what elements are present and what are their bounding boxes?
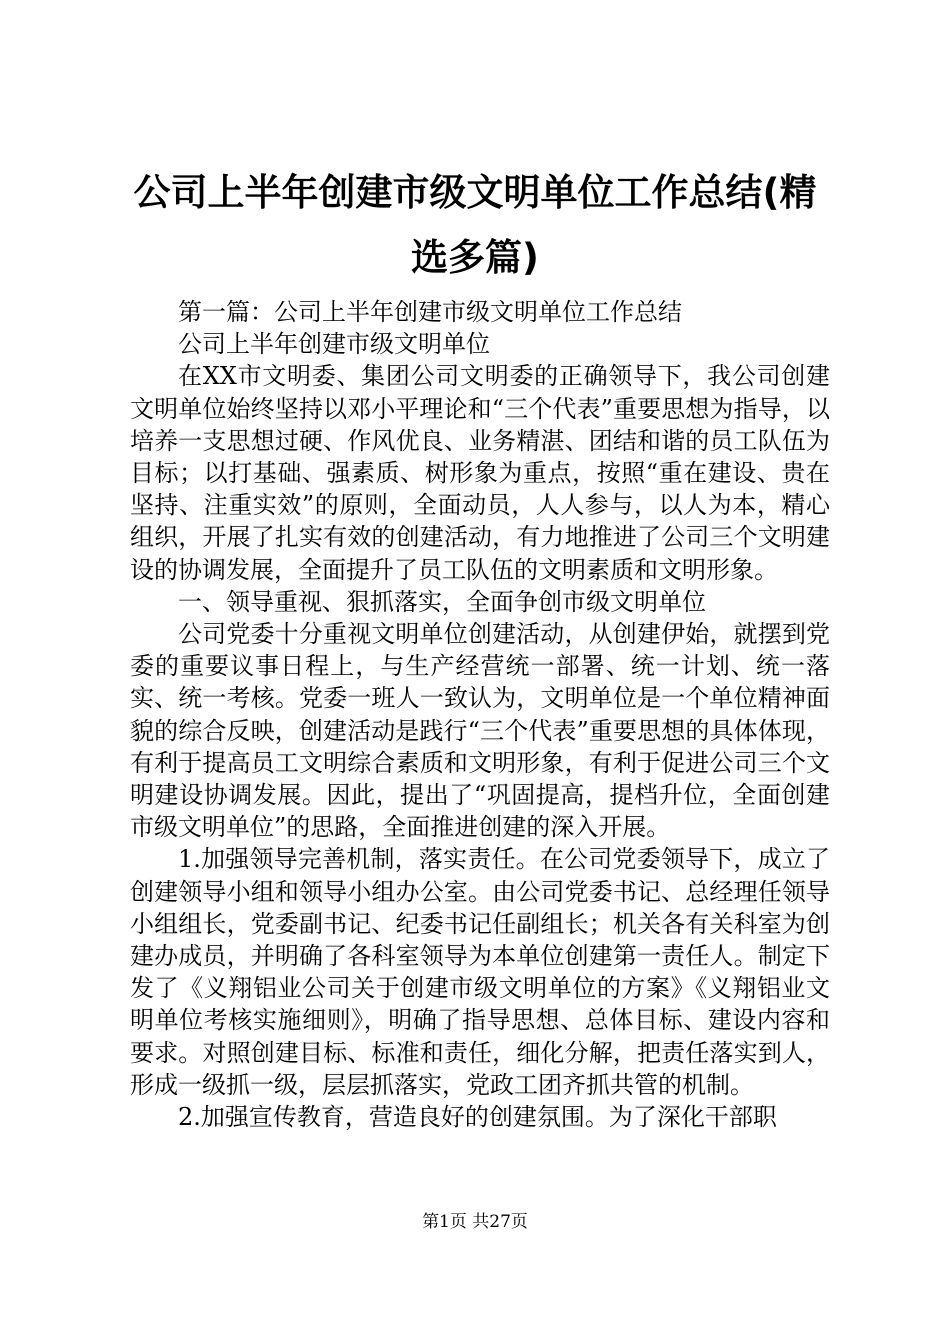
- body-paragraph: 2.加强宣传教育，营造良好的创建氛围。为了深化干部职: [178, 1103, 777, 1132]
- page-footer: 第1页 共27页: [422, 1212, 528, 1232]
- document-body: [130, 296, 830, 1133]
- subtitle-line: 公司上半年创建市级文明单位: [178, 330, 490, 359]
- body-paragraph: 在XX市文明委、集团公司文明委的正确领导下，我公司创建文明单位始终坚持以邓小平理论和“三个代表”重要思想为指导，以培养一支思想过硬、作风优良、业务精湛、团结和谐的员工队伍为目标；以打基础、强素质、树形象为重点，按照“重在建设、贵在坚持、注重实效”的原则，全面动员，人人参与，以人为本，精心组织，开展了扎实有效的创建活动，有力地推进了公司三个文明建设的协调发展，全面提升了员工队伍的文明素质和文明形象。: [130, 362, 830, 584]
- body-paragraph: 1.加强领导完善机制，落实责任。在公司党委领导下，成立了创建领导小组和领导小组办公室。由公司党委书记、总经理任领导小组组长，党委副书记、纪委书记任副组长；机关各有关科室为创建办成员，并明确了各科室领导为本单位创建第一责任人。制定下发了《义翔铝业公司关于创建市级文明单位的方案》《义翔铝业文明单位考核实施细则》，明确了指导思想、总体目标、建设内容和要求。对照创建目标、标准和责任，细化分解，把责任落实到人，形成一级抓一级，层层抓落实，党政工团齐抓共管的机制。: [130, 845, 830, 1099]
- section-heading: 第一篇：公司上半年创建市级文明单位工作总结: [178, 298, 682, 326]
- document-title: 公司上半年创建市级文明单位工作总结(精选多篇): [133, 171, 817, 279]
- section-heading: 一、领导重视、狠抓落实，全面争创市级文明单位: [178, 587, 706, 616]
- body-paragraph: 公司党委十分重视文明单位创建活动，从创建伊始，就摆到党委的重要议事日程上，与生产经营统一部署、统一计划、统一落实、统一考核。党委一班人一致认为，文明单位是一个单位精神面貌的综合反映，创建活动是践行“三个代表”重要思想的具体体现，有利于提高员工文明综合素质和文明形象，有利于促进公司三个文明建设协调发展。因此，提出了“巩固提高，提档升位，全面创建市级文明单位”的思路，全面推进创建的深入开展。: [130, 620, 830, 842]
